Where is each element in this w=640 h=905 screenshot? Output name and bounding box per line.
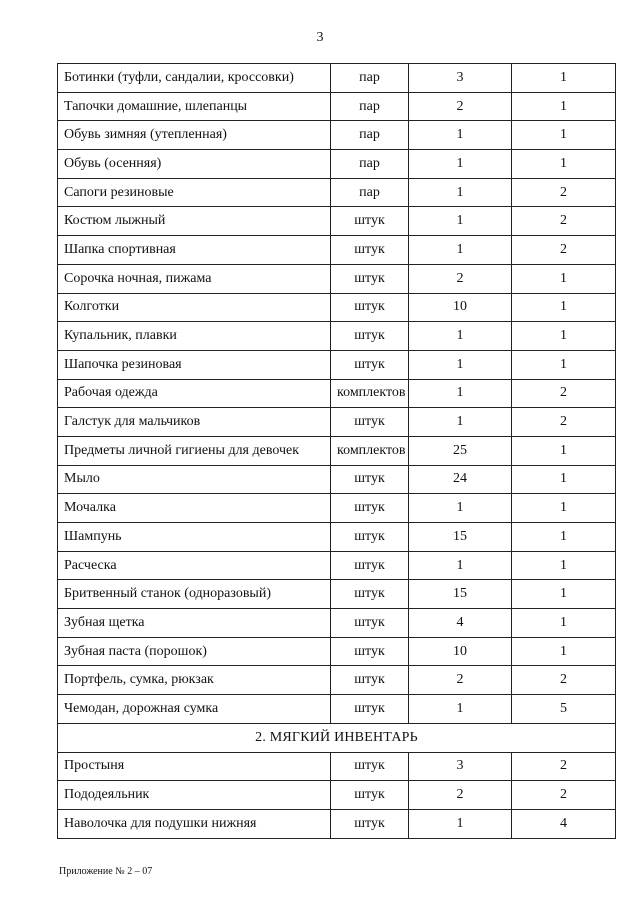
years-cell: 1: [512, 293, 616, 322]
unit-cell: штук: [331, 666, 409, 695]
unit-cell: штук: [331, 207, 409, 236]
table-row: [58, 494, 616, 523]
quantity-cell: 1: [409, 350, 512, 379]
unit-cell: штук: [331, 350, 409, 379]
years-cell: 2: [512, 408, 616, 437]
unit-cell: пар: [331, 64, 409, 93]
table-row: [58, 809, 616, 838]
item-name: Ботинки (туфли, сандалии, кроссовки): [58, 64, 331, 93]
item-name: Галстук для мальчиков: [58, 408, 331, 437]
table-row: [58, 523, 616, 552]
item-name: Колготки: [58, 293, 331, 322]
quantity-cell: 1: [409, 150, 512, 179]
years-cell: 1: [512, 494, 616, 523]
years-cell: 1: [512, 465, 616, 494]
years-cell: 1: [512, 64, 616, 93]
table-row: [58, 293, 616, 322]
quantity-cell: 1: [409, 809, 512, 838]
years-cell: 1: [512, 523, 616, 552]
table-row: [58, 436, 616, 465]
years-cell: 1: [512, 121, 616, 150]
unit-cell: штук: [331, 752, 409, 781]
unit-cell: штук: [331, 293, 409, 322]
quantity-cell: 1: [409, 551, 512, 580]
unit-cell: комплектов: [331, 379, 409, 408]
years-cell: 1: [512, 551, 616, 580]
supplies-table: [57, 63, 616, 839]
item-name: Тапочки домашние, шлепанцы: [58, 92, 331, 121]
section-title: 2. МЯГКИЙ ИНВЕНТАРЬ: [58, 723, 616, 752]
unit-cell: штук: [331, 781, 409, 810]
quantity-cell: 4: [409, 609, 512, 638]
years-cell: 1: [512, 436, 616, 465]
quantity-cell: 2: [409, 264, 512, 293]
unit-cell: штук: [331, 637, 409, 666]
years-cell: 1: [512, 322, 616, 351]
unit-cell: пар: [331, 178, 409, 207]
years-cell: 1: [512, 637, 616, 666]
item-name: Бритвенный станок (одноразовый): [58, 580, 331, 609]
item-name: Сорочка ночная, пижама: [58, 264, 331, 293]
table-row: [58, 150, 616, 179]
quantity-cell: 3: [409, 64, 512, 93]
table-row: [58, 551, 616, 580]
years-cell: 2: [512, 236, 616, 265]
years-cell: 2: [512, 178, 616, 207]
item-name: Шампунь: [58, 523, 331, 552]
quantity-cell: 1: [409, 379, 512, 408]
quantity-cell: 2: [409, 781, 512, 810]
table-row: [58, 64, 616, 93]
table-row: [58, 92, 616, 121]
years-cell: 1: [512, 580, 616, 609]
years-cell: 1: [512, 150, 616, 179]
years-cell: 4: [512, 809, 616, 838]
table-row: [58, 207, 616, 236]
item-name: Шапка спортивная: [58, 236, 331, 265]
item-name: Зубная щетка: [58, 609, 331, 638]
item-name: Предметы личной гигиены для девочек: [58, 436, 331, 465]
item-name: Расческа: [58, 551, 331, 580]
unit-cell: штук: [331, 609, 409, 638]
table-row: [58, 781, 616, 810]
unit-cell: пар: [331, 92, 409, 121]
unit-cell: штук: [331, 695, 409, 724]
item-name: Мыло: [58, 465, 331, 494]
item-name: Мочалка: [58, 494, 331, 523]
page-number: 3: [316, 30, 324, 45]
unit-cell: штук: [331, 551, 409, 580]
quantity-cell: 25: [409, 436, 512, 465]
years-cell: 2: [512, 666, 616, 695]
quantity-cell: 1: [409, 322, 512, 351]
unit-cell: комплектов: [331, 436, 409, 465]
years-cell: 1: [512, 264, 616, 293]
quantity-cell: 1: [409, 408, 512, 437]
item-name: Купальник, плавки: [58, 322, 331, 351]
item-name: Чемодан, дорожная сумка: [58, 695, 331, 724]
item-name: Пододеяльник: [58, 781, 331, 810]
unit-cell: штук: [331, 264, 409, 293]
years-cell: 2: [512, 379, 616, 408]
quantity-cell: 10: [409, 637, 512, 666]
unit-cell: штук: [331, 580, 409, 609]
quantity-cell: 2: [409, 666, 512, 695]
quantity-cell: 2: [409, 92, 512, 121]
table-row: [58, 178, 616, 207]
table-row: [58, 121, 616, 150]
item-name: Обувь (осенняя): [58, 150, 331, 179]
item-name: Костюм лыжный: [58, 207, 331, 236]
table-row: [58, 752, 616, 781]
item-name: Зубная паста (порошок): [58, 637, 331, 666]
quantity-cell: 15: [409, 580, 512, 609]
unit-cell: пар: [331, 150, 409, 179]
quantity-cell: 1: [409, 178, 512, 207]
unit-cell: пар: [331, 121, 409, 150]
years-cell: 2: [512, 781, 616, 810]
unit-cell: штук: [331, 494, 409, 523]
years-cell: 1: [512, 609, 616, 638]
item-name: Шапочка резиновая: [58, 350, 331, 379]
item-name: Рабочая одежда: [58, 379, 331, 408]
table-row: [58, 465, 616, 494]
quantity-cell: 1: [409, 494, 512, 523]
table-row: [58, 666, 616, 695]
unit-cell: штук: [331, 236, 409, 265]
unit-cell: штук: [331, 465, 409, 494]
years-cell: 1: [512, 92, 616, 121]
table-row: [58, 264, 616, 293]
table-row: [58, 350, 616, 379]
table-row: [58, 322, 616, 351]
table-row: [58, 637, 616, 666]
table-row: [58, 609, 616, 638]
item-name: Портфель, сумка, рюкзак: [58, 666, 331, 695]
footer-note: Приложение № 2 – 07: [59, 866, 153, 877]
unit-cell: штук: [331, 322, 409, 351]
years-cell: 2: [512, 207, 616, 236]
item-name: Сапоги резиновые: [58, 178, 331, 207]
item-name: Обувь зимняя (утепленная): [58, 121, 331, 150]
table-row: [58, 379, 616, 408]
item-name: Наволочка для подушки нижняя: [58, 809, 331, 838]
quantity-cell: 15: [409, 523, 512, 552]
table-row: [58, 236, 616, 265]
item-name: Простыня: [58, 752, 331, 781]
years-cell: 5: [512, 695, 616, 724]
years-cell: 2: [512, 752, 616, 781]
unit-cell: штук: [331, 523, 409, 552]
table-row: [58, 695, 616, 724]
years-cell: 1: [512, 350, 616, 379]
table-row: [58, 580, 616, 609]
table-row: [58, 408, 616, 437]
quantity-cell: 24: [409, 465, 512, 494]
quantity-cell: 1: [409, 695, 512, 724]
quantity-cell: 1: [409, 207, 512, 236]
unit-cell: штук: [331, 809, 409, 838]
quantity-cell: 10: [409, 293, 512, 322]
quantity-cell: 1: [409, 121, 512, 150]
quantity-cell: 1: [409, 236, 512, 265]
quantity-cell: 3: [409, 752, 512, 781]
section-header-row: [58, 723, 616, 752]
unit-cell: штук: [331, 408, 409, 437]
